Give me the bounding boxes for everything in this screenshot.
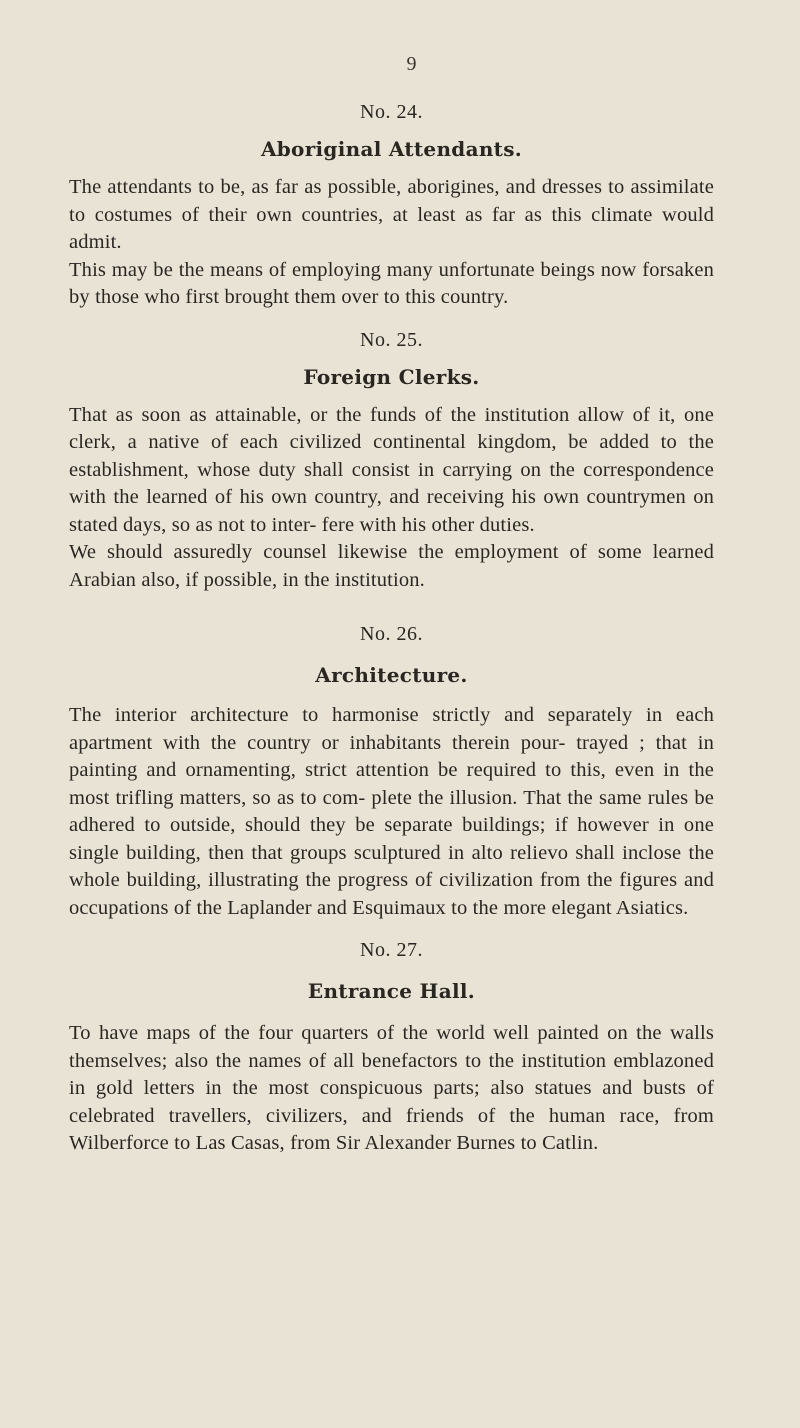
section-number: No. 25. [360,328,423,351]
section-26 [69,620,714,922]
section-number: No. 27. [360,939,423,961]
paragraph: The interior architecture to harmonise strictly and separately in each apartment with the country or inhabitants therein pour- trayed ; that in painting and ornamenting, strict attention be required to this, even in the most trifling matters, so as to com- plete the illusion. That the same rules be adhered to outside, should they be separate buildings; if however in one single building, then that groups sculptured in alto relievo shall inclose the whole building, illustrating the progress of civilization from the figures and occupations of the Laplander and Esquimaux to the more elegant Asiatics. [69,704,714,919]
section-number: No. 26. [360,623,423,645]
paragraph: The attendants to be, as far as possible, aborigines, and dresses to assimilate to costumes of their own countries, at least as far as this climate would admit. [69,176,714,253]
section-title: Entrance Hall. [307,979,476,1003]
paragraph: To have maps of the four quarters of the world well painted on the walls themselves; also the names of all benefactors to the institution emblazoned in gold letters in the most conspicuous parts; also statues and busts of celebrated travellers, civilizers, and friends of the human race, from Wilberforce to Las Casas, from Sir Alexander Burnes to Catlin. [69,1022,714,1154]
section-title: Aboriginal Attendants. [260,137,523,161]
section-title: Architecture. [315,663,468,687]
section-27 [69,936,714,1158]
section-title: Foreign Clerks. [303,364,480,389]
section-24 [69,98,714,312]
paragraph: That as soon as attainable, or the funds of the institution allow of it, one clerk, a native of each civilized continental kingdom, be added to the establishment, whose duty shall consist in carrying on the correspondence with the learned of his own country, and receiving his own countrymen on stated days, so as not to inter- fere with his other duties. [69,403,714,536]
section-25 [69,326,714,595]
paragraph: This may be the means of employing many unfortunate beings now forsaken by those who first brought them over to this country. [69,258,714,308]
paragraph: We should assuredly counsel likewise the employment of some learned Arabian also, if possible, in the institution. [69,541,714,591]
section-number: No. 24. [360,101,423,123]
page-number: 9 [406,53,417,75]
